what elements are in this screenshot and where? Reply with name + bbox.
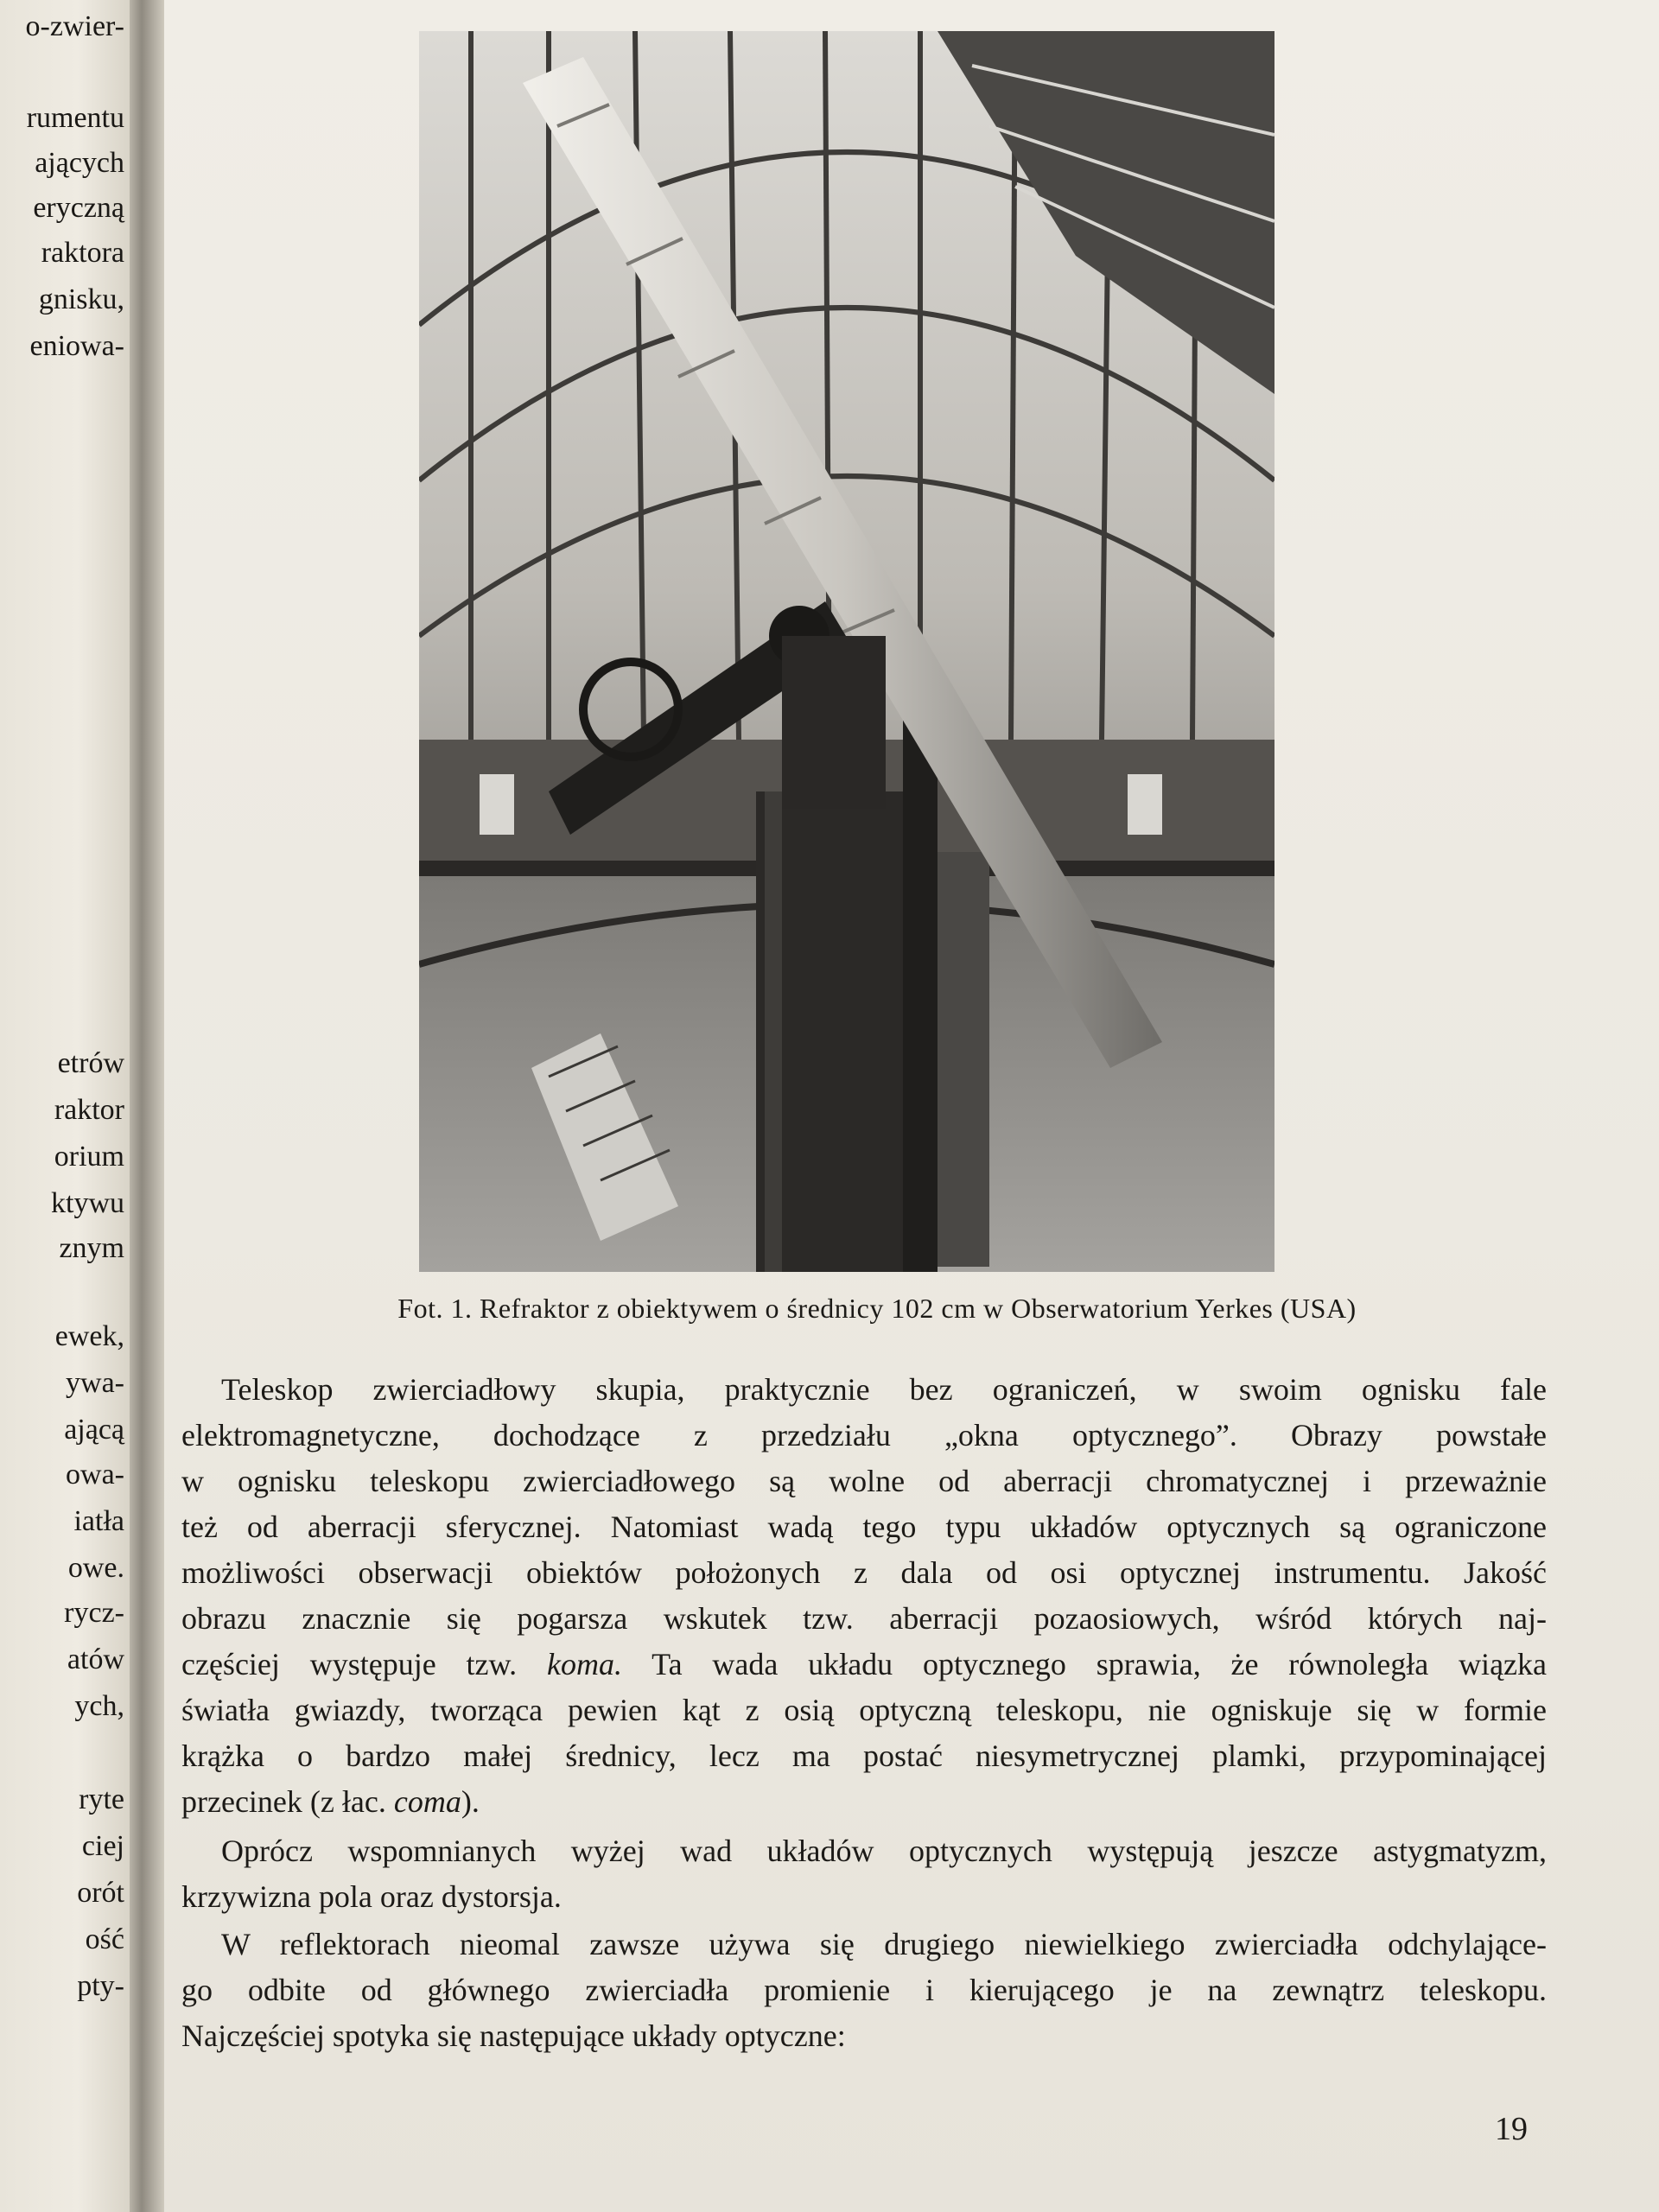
book-gutter	[130, 0, 164, 2212]
paragraph-3	[181, 1922, 1547, 2059]
paragraph-2	[181, 1828, 1547, 1920]
text-line: elektromagnetyczne, dochodzące z przedziału „okna optycznego”. Obrazy powstałe	[181, 1418, 1547, 1452]
left-fragment: orót	[77, 1877, 124, 1909]
left-fragment: raktora	[41, 237, 124, 269]
text-line: przecinek (z łac. coma).	[181, 1784, 480, 1819]
left-fragment: ających	[35, 147, 124, 179]
left-fragment: gnisku,	[38, 283, 124, 315]
left-fragment: ywa-	[66, 1367, 124, 1399]
text-line: możliwości obserwacji obiektów położonych z dala od osi optycznej instrumentu. Jakość	[181, 1555, 1547, 1590]
left-fragment: atów	[67, 1643, 124, 1675]
page-number: 19	[1495, 2111, 1528, 2147]
left-fragment: iatła	[73, 1505, 124, 1537]
text-line: Teleskop zwierciadłowy skupia, praktycznie bez ograniczeń, w swoim ognisku fale	[221, 1372, 1547, 1407]
text-line: Najczęściej spotyka się następujące układy optyczne:	[181, 2018, 846, 2053]
left-fragment: ych,	[74, 1690, 124, 1722]
paragraph-1	[181, 1367, 1547, 1825]
left-fragment: o-zwier-	[25, 10, 124, 42]
text-line: obrazu znacznie się pogarsza wskutek tzw. aberracji pozaosiowych, wśród których naj-	[181, 1601, 1547, 1636]
left-fragment: owa-	[66, 1459, 124, 1491]
photo-caption: Fot. 1. Refraktor z obiektywem o średnicy 102 cm w Obserwatorium Yerkes (USA)	[397, 1293, 1357, 1324]
left-fragment: ewek,	[54, 1320, 124, 1352]
left-fragment: ciej	[81, 1830, 124, 1862]
text-line: w ognisku teleskopu zwierciadłowego są wolne od aberracji chromatycznej i przeważnie	[181, 1464, 1547, 1498]
text-line: też od aberracji sferycznej. Natomiast wadą tego typu układów optycznych są ograniczone	[181, 1510, 1547, 1544]
left-fragment: owe.	[67, 1552, 124, 1584]
text-line: światła gwiazdy, tworząca pewien kąt z osią optyczną teleskopu, nie ogniskuje się w formie	[181, 1693, 1547, 1727]
telescope-illustration	[419, 31, 1274, 1272]
text-line: W reflektorach nieomal zawsze używa się drugiego niewielkiego zwierciadła odchylające-	[221, 1927, 1547, 1961]
left-fragment: znym	[59, 1232, 124, 1264]
left-fragment: ktywu	[51, 1187, 124, 1219]
text-line: go odbite od głównego zwierciadła promienie i kierującego je na zewnątrz teleskopu.	[181, 1973, 1547, 2007]
left-fragment: ość	[85, 1923, 124, 1955]
left-fragment: ryte	[79, 1783, 124, 1815]
left-fragment: raktor	[54, 1094, 124, 1126]
left-fragment: pty-	[77, 1970, 124, 2002]
left-fragment: eryczną	[33, 192, 124, 224]
text-line: krzywizna pola oraz dystorsja.	[181, 1879, 562, 1914]
left-fragment: eniowa-	[29, 330, 124, 362]
previous-page-strip	[0, 0, 130, 2212]
text-line: częściej występuje tzw. koma. Ta wada układu optycznego sprawia, że równoległa wiązka	[181, 1647, 1547, 1681]
observatory-telescope-photo	[419, 31, 1274, 1272]
left-fragment: orium	[54, 1141, 124, 1173]
left-fragment: etrów	[57, 1047, 124, 1079]
left-fragment: rumentu	[26, 102, 124, 134]
left-fragment: rycz-	[64, 1597, 124, 1629]
book-page	[164, 0, 1659, 2212]
text-line: krążka o bardzo małej średnicy, lecz ma postać niesymetrycznej plamki, przypominającej	[181, 1738, 1547, 1773]
left-fragment: ającą	[64, 1414, 124, 1446]
text-line: Oprócz wspomnianych wyżej wad układów optycznych występują jeszcze astygmatyzm,	[221, 1834, 1547, 1868]
